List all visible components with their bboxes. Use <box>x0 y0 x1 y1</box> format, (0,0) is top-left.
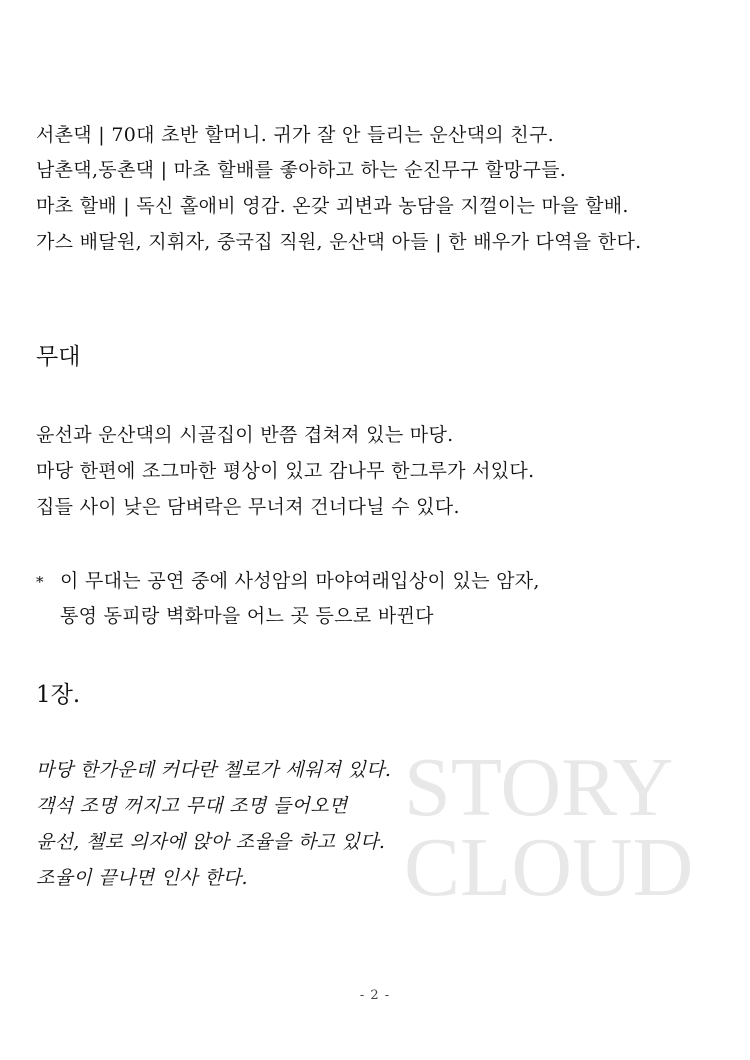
watermark-line-2: CLOUD <box>404 821 694 914</box>
stage-note-line: 통영 동피랑 벽화마을 어느 곳 등으로 바뀐다 <box>60 605 434 627</box>
stage-line: 마당 한편에 조그마한 평상이 있고 감나무 한그루가 서있다. <box>36 460 535 482</box>
character-entry: 가스 배달원, 지휘자, 중국집 직원, 운산댁 아들 | 한 배우가 다역을 한다. <box>36 231 642 253</box>
character-entry: 마초 할배 | 독신 홀애비 영감. 온갖 괴변과 농담을 지껄이는 마을 할배. <box>36 195 629 217</box>
character-entry: 남촌댁,동촌댁 | 마초 할배를 좋아하고 하는 순진무구 할망구들. <box>36 159 567 181</box>
watermark-line-1: STORY <box>404 741 674 834</box>
stage-direction: 윤선, 첼로 의자에 앉아 조율을 하고 있다. <box>36 831 386 853</box>
stage-direction: 마당 한가운데 커다란 첼로가 세워져 있다. <box>36 759 392 781</box>
stage-line: 윤선과 운산댁의 시골집이 반쯤 겹쳐져 있는 마당. <box>36 424 454 446</box>
stage-note-text: 이 무대는 공연 중에 사성암의 마야여래입상이 있는 암자, <box>60 570 540 592</box>
stage-heading: 무대 <box>36 344 81 370</box>
character-entry: 서촌댁 | 70대 초반 할머니. 귀가 잘 안 들리는 운산댁의 친구. <box>36 124 554 146</box>
note-asterisk: * <box>36 573 44 591</box>
stage-direction: 객석 조명 꺼지고 무대 조명 들어오면 <box>36 795 348 817</box>
stage-line: 집들 사이 낮은 담벼락은 무너져 건너다닐 수 있다. <box>36 496 460 518</box>
stage-note-line <box>36 568 540 595</box>
page-number: - 2 - <box>359 988 391 1003</box>
scene-1-heading: 1장. <box>36 682 81 708</box>
story-cloud-watermark <box>404 741 694 914</box>
stage-direction: 조율이 끝나면 인사 한다. <box>36 867 248 889</box>
